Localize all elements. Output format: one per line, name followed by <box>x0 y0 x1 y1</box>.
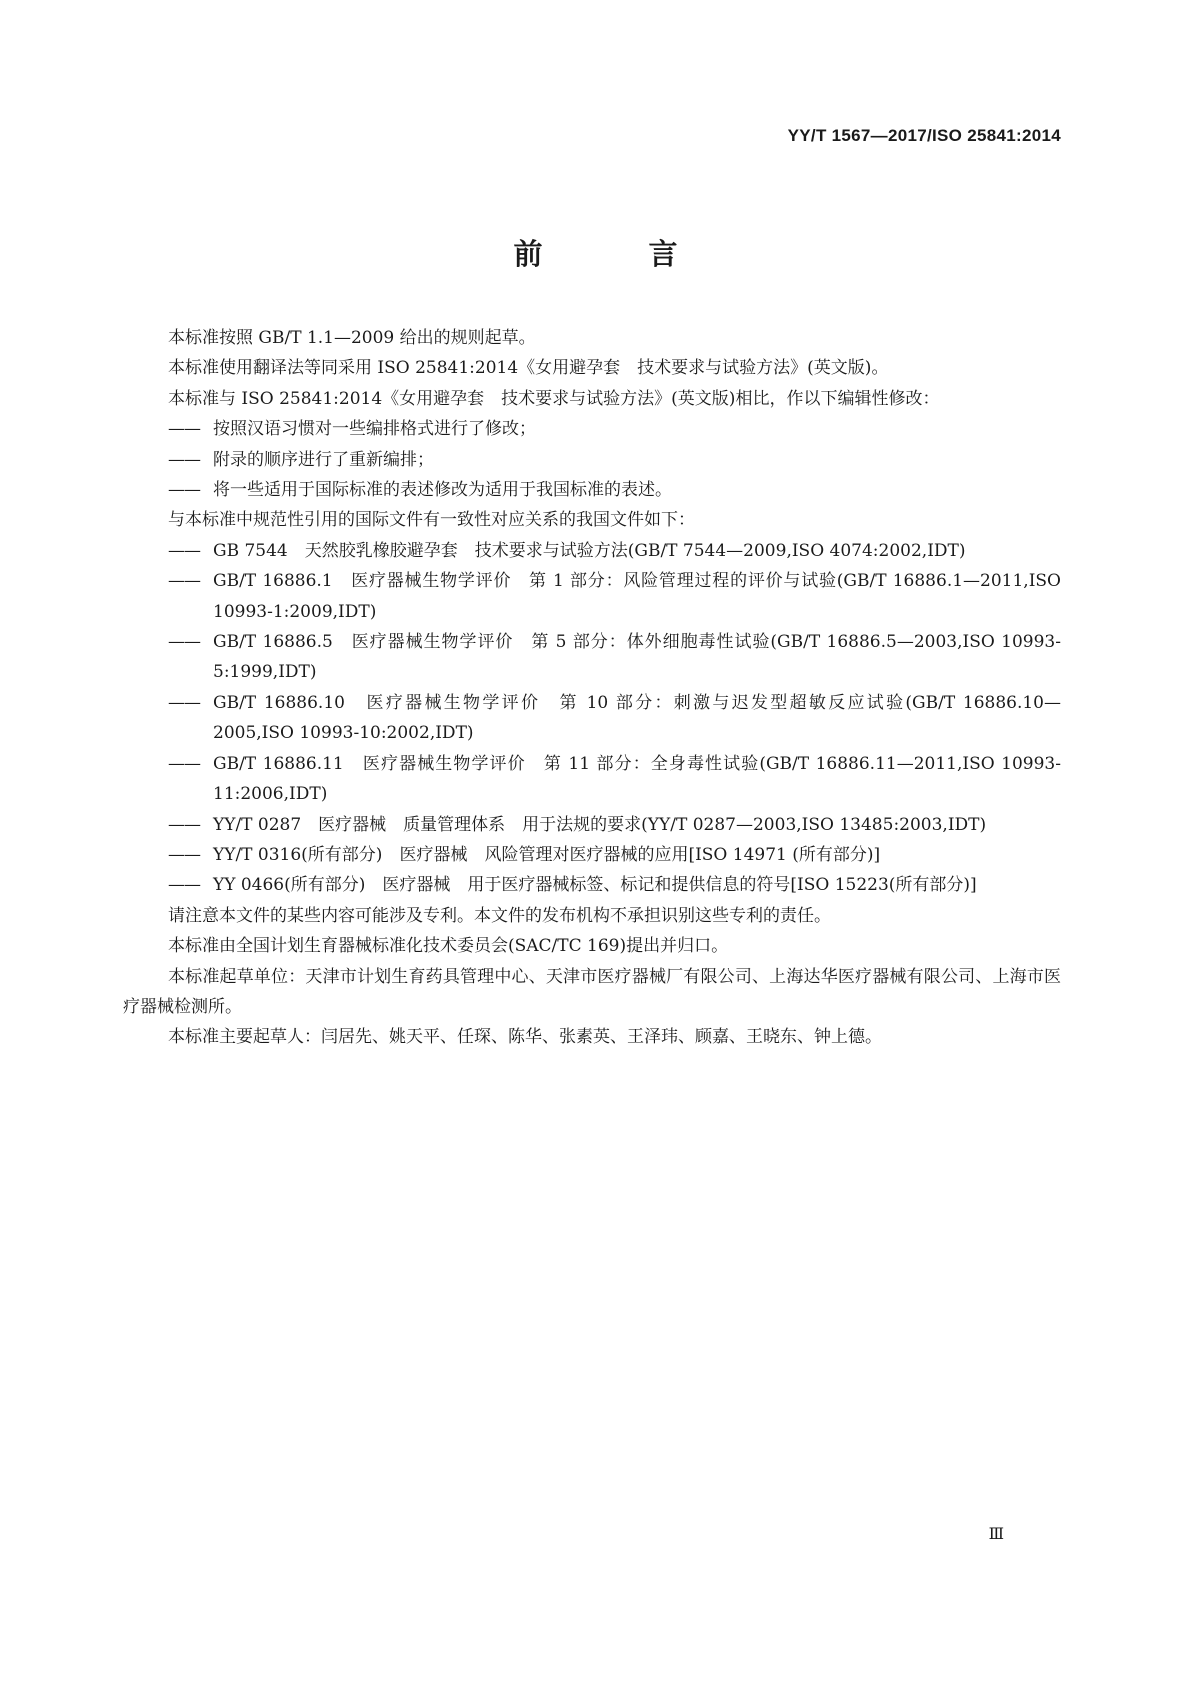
list-dash: —— <box>168 875 200 896</box>
reference-text: GB/T 16886.10 医疗器械生物学评价 第 10 部分：刺激与迟发型超敏反应试验(GB/T 16886.10—2005,ISO 10993-10:2002,IDT) <box>213 692 1061 744</box>
list-dash: —— <box>168 480 200 501</box>
reference-text: YY/T 0316(所有部分) 医疗器械 风险管理对医疗器械的应用[ISO 14971 (所有部分)] <box>213 844 881 865</box>
list-dash: —— <box>168 449 200 470</box>
list-dash: —— <box>168 571 200 592</box>
reference-item <box>123 536 1061 566</box>
reference-text: YY/T 0287 医疗器械 质量管理体系 用于法规的要求(YY/T 0287—2003,ISO 13485:2003,IDT) <box>213 814 987 835</box>
list-dash: —— <box>168 692 200 713</box>
reference-item <box>123 566 1061 627</box>
list-item <box>123 445 1061 475</box>
list-item-text: 将一些适用于国际标准的表述修改为适用于我国标准的表述。 <box>213 480 672 501</box>
paragraph: 本标准按照 GB/T 1.1—2009 给出的规则起草。 <box>168 328 536 348</box>
list-dash: —— <box>168 632 200 653</box>
list-dash: —— <box>168 844 200 865</box>
list-item-text: 附录的顺序进行了重新编排； <box>213 449 434 470</box>
paragraph: 请注意本文件的某些内容可能涉及专利。本文件的发布机构不承担识别这些专利的责任。 <box>168 905 831 926</box>
reference-text: GB/T 16886.11 医疗器械生物学评价 第 11 部分：全身毒性试验(GB/T 16886.11—2011,ISO 10993-11:2006,IDT) <box>213 753 1061 805</box>
reference-item <box>123 870 1061 900</box>
list-dash: —— <box>168 753 200 774</box>
reference-item <box>123 627 1061 688</box>
page-number: Ⅲ <box>988 1524 1004 1543</box>
reference-item <box>123 840 1061 870</box>
foreword-body <box>123 323 1061 1053</box>
paragraph: 本标准使用翻译法等同采用 ISO 25841:2014《女用避孕套 技术要求与试验方法》(英文版)。 <box>168 358 889 379</box>
paragraph: 本标准由全国计划生育器械标准化技术委员会(SAC/TC 169)提出并归口。 <box>168 936 729 957</box>
reference-text: GB 7544 天然胶乳橡胶避孕套 技术要求与试验方法(GB/T 7544—2009,ISO 4074:2002,IDT) <box>213 540 966 561</box>
list-item <box>123 414 1061 444</box>
reference-text: GB/T 16886.5 医疗器械生物学评价 第 5 部分：体外细胞毒性试验(GB/T 16886.5—2003,ISO 10993-5:1999,IDT) <box>213 632 1061 683</box>
reference-text: GB/T 16886.1 医疗器械生物学评价 第 1 部分：风险管理过程的评价与试验(GB/T 16886.1—2011,ISO 10993-1:2009,IDT) <box>213 571 1061 622</box>
paragraph: 与本标准中规范性引用的国际文件有一致性对应关系的我国文件如下： <box>168 510 695 531</box>
list-item-text: 按照汉语习惯对一些编排格式进行了修改； <box>213 419 536 440</box>
page-title: 前 言 <box>513 237 726 271</box>
standard-code: YY/T 1567—2017/ISO 25841:2014 <box>787 126 1061 145</box>
paragraph: 本标准与 ISO 25841:2014《女用避孕套 技术要求与试验方法》(英文版)相比，作以下编辑性修改： <box>168 388 940 409</box>
reference-item <box>123 810 1061 840</box>
reference-item <box>123 749 1061 810</box>
list-dash: —— <box>168 540 200 561</box>
paragraph: 本标准起草单位：天津市计划生育药具管理中心、天津市医疗器械厂有限公司、上海达华医疗器械有限公司、上海市医疗器械检测所。 <box>123 966 1061 1017</box>
reference-item <box>123 688 1061 749</box>
list-dash: —— <box>168 419 200 440</box>
reference-text: YY 0466(所有部分) 医疗器械 用于医疗器械标签、标记和提供信息的符号[ISO 15223(所有部分)] <box>213 875 977 896</box>
list-dash: —— <box>168 814 200 835</box>
list-item <box>123 475 1061 505</box>
paragraph: 本标准主要起草人：闫居先、姚天平、任琛、陈华、张素英、王泽玮、顾嘉、王晓东、钟上德。 <box>168 1027 882 1048</box>
